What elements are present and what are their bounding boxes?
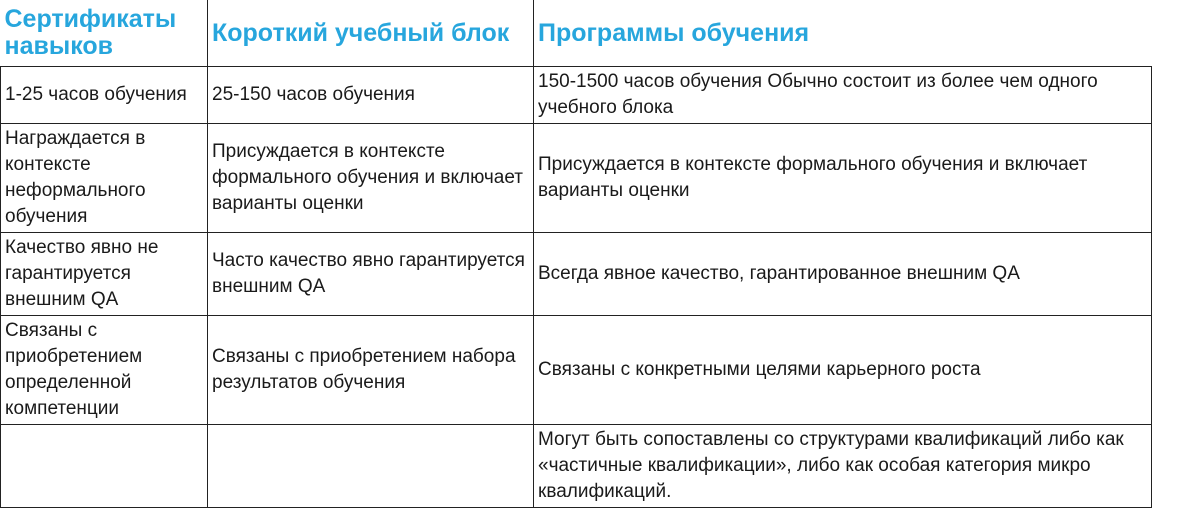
table-cell: Награждается в контексте неформального обучения bbox=[1, 124, 208, 233]
table-cell-empty bbox=[1, 425, 208, 508]
table-row bbox=[1, 124, 1152, 233]
table-cell: Присуждается в контексте формального обучения и включает варианты оценки bbox=[534, 124, 1152, 233]
header-row bbox=[1, 0, 1152, 67]
table-cell-empty bbox=[208, 425, 534, 508]
table-cell: 25-150 часов обучения bbox=[208, 67, 534, 124]
table-cell: Могут быть сопоставлены со структурами квалификаций либо как «частичные квалификации», либо как особая категория микро квалификаций. bbox=[534, 425, 1152, 508]
table-cell: Связаны с приобретением определенной компетенции bbox=[1, 316, 208, 425]
table-cell: Всегда явное качество, гарантированное внешним QA bbox=[534, 233, 1152, 316]
header-short-learning-block: Короткий учебный блок bbox=[208, 0, 534, 67]
table-cell: Качество явно не гарантируется внешним QA bbox=[1, 233, 208, 316]
table-row bbox=[1, 67, 1152, 124]
header-skill-certificates: Сертификаты навыков bbox=[1, 0, 208, 67]
table-row bbox=[1, 233, 1152, 316]
table-cell: Часто качество явно гарантируется внешним QA bbox=[208, 233, 534, 316]
table-row bbox=[1, 316, 1152, 425]
header-learning-programs: Программы обучения bbox=[538, 18, 810, 47]
table-cell: 1-25 часов обучения bbox=[1, 67, 208, 124]
table-cell: Связаны с конкретными целями карьерного роста bbox=[534, 316, 1152, 425]
table-row bbox=[1, 425, 1152, 508]
table-cell: Связаны с приобретением набора результатов обучения bbox=[208, 316, 534, 425]
table-cell: Присуждается в контексте формального обучения и включает варианты оценки bbox=[208, 124, 534, 233]
table-cell: 150-1500 часов обучения Обычно состоит из более чем одного учебного блока bbox=[534, 67, 1152, 124]
